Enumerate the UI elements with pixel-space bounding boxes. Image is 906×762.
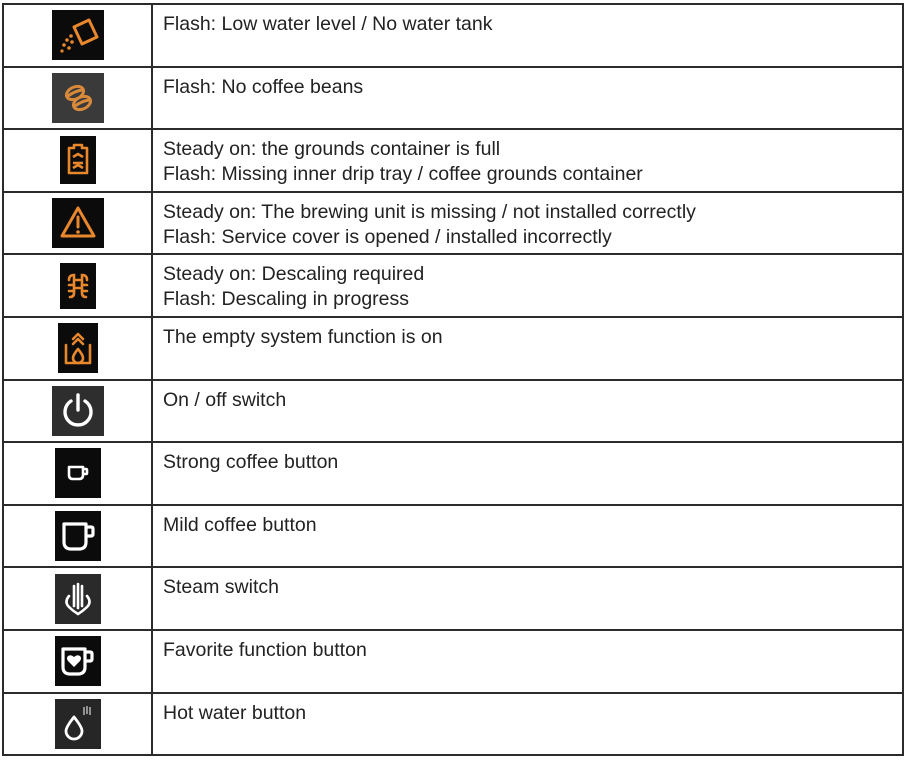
power-icon [52,386,104,436]
hot-water-icon [55,699,101,749]
icon-cell [3,380,152,443]
descaling-icon [60,263,96,309]
mild-coffee-icon [55,511,101,561]
coffee-beans-icon [52,73,104,123]
warning-icon [52,198,104,248]
icon-cell [3,567,152,630]
table-row [3,693,903,756]
table-row [3,567,903,630]
description-cell [152,254,903,317]
description-cell [152,67,903,130]
description-line: Hot water button [163,701,307,724]
steam-icon [55,574,101,624]
table-row [3,442,903,505]
icon-cell [3,254,152,317]
description-cell [152,129,903,192]
description-cell [152,192,903,255]
icon-cell [3,442,152,505]
description-cell [152,317,903,380]
description-cell [152,4,903,67]
favorite-icon [55,636,101,686]
description-line: Flash: Descaling in progress [163,288,410,311]
table-row [3,67,903,130]
description-line: Steady on: The brewing unit is missing / not installed correctly [163,200,696,223]
icon-cell [3,317,152,380]
table-row [3,254,903,317]
description-line: Steam switch [163,576,279,599]
water-tank-icon [52,10,104,60]
description-line: Favorite function button [163,638,367,661]
icon-cell [3,4,152,67]
table-row [3,317,903,380]
table-row [3,505,903,568]
description-cell [152,442,903,505]
table-row [3,192,903,255]
table-row [3,630,903,693]
icon-cell [3,505,152,568]
description-line: Strong coffee button [163,451,339,474]
description-line: Flash: Missing inner drip tray / coffee grounds container [163,163,643,186]
table-row [3,380,903,443]
description-line: Mild coffee button [163,513,317,536]
strong-coffee-icon [55,448,101,498]
description-cell [152,380,903,443]
table-row [3,129,903,192]
description-line: Flash: Service cover is opened / installed incorrectly [163,225,612,248]
table-row [3,4,903,67]
description-line: The empty system function is on [163,325,443,348]
description-line: Flash: No coffee beans [163,75,364,98]
icon-cell [3,129,152,192]
description-line: On / off switch [163,388,287,411]
icon-cell [3,192,152,255]
description-line: Steady on: the grounds container is full [163,138,501,161]
description-line: Steady on: Descaling required [163,263,425,286]
description-cell [152,630,903,693]
icon-cell [3,693,152,756]
description-line: Flash: Low water level / No water tank [163,13,493,35]
grounds-container-icon [60,136,96,184]
indicator-table [2,3,904,756]
empty-system-icon [58,323,98,373]
icon-cell [3,67,152,130]
icon-cell [3,630,152,693]
description-cell [152,567,903,630]
description-cell [152,693,903,756]
description-cell [152,505,903,568]
